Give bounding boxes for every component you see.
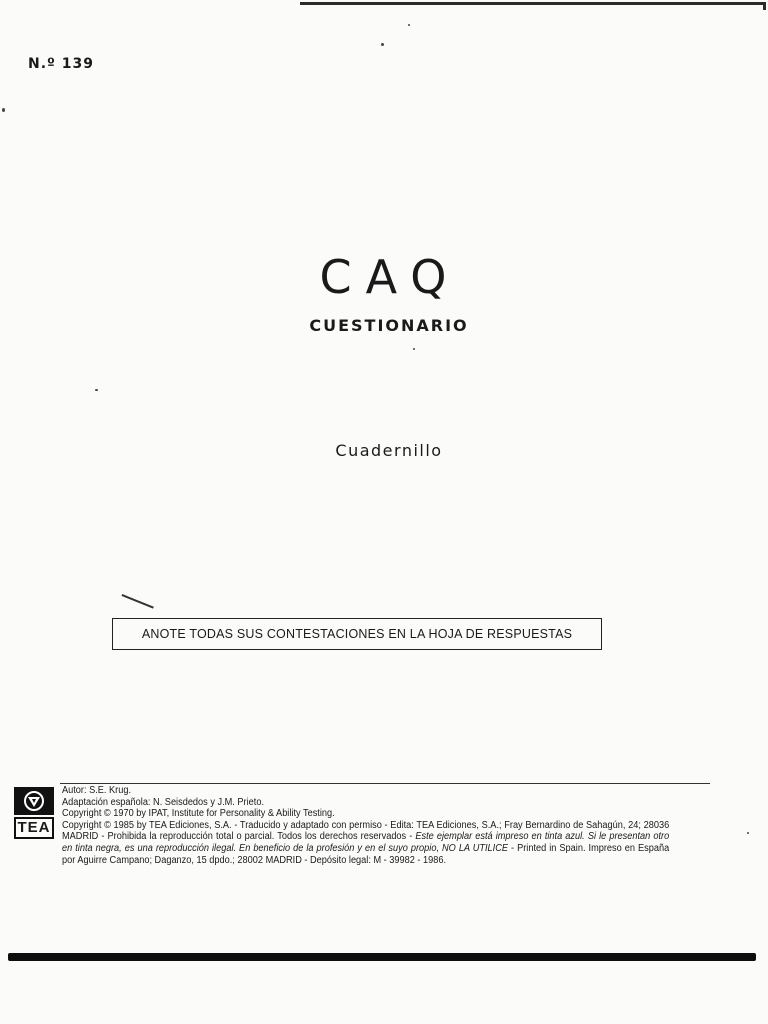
logo-text: TEA — [14, 817, 54, 839]
speck — [747, 832, 749, 834]
document-subtitle: CUESTIONARIO — [309, 316, 469, 335]
tea-logo-icon — [14, 787, 54, 815]
speck — [408, 24, 410, 26]
credits-block — [62, 785, 669, 866]
pen-mark — [122, 594, 154, 608]
speck — [95, 389, 98, 391]
bottom-border-bar — [8, 953, 756, 961]
speck — [381, 43, 384, 46]
publisher-logo — [14, 787, 54, 839]
credit-author: Autor: S.E. Krug. — [62, 785, 132, 796]
top-border-line — [300, 2, 766, 5]
copyright-text-part1: Copyright © 1985 by TEA Ediciones, S.A. - Traducido y adaptado con permiso - Edita: TEA Ediciones, S.A.; Fray Bernardino de Sahagún, 24; 28036 MADRID - Prohibida la reproducción total o parcial. Todos los derechos reservados - — [62, 819, 670, 843]
copyright-text-part2: - Printed in Spain. Impreso en España por Aguirre Campano; Daganzo, 15 dpdo.; 28002 MADRID - Depósito legal: M - 39982 - 1986. — [62, 842, 670, 866]
booklet-label: Cuadernillo — [335, 441, 443, 460]
footer-rule — [60, 783, 710, 784]
speck — [2, 108, 5, 112]
credit-copyright-tea — [62, 820, 669, 866]
credit-copyright-ipat: Copyright © 1970 by IPAT, Institute for Personality & Ability Testing. — [62, 808, 335, 820]
copyright-warning: Este ejemplar está impreso en tinta azul. Si le presentan otro en tinta negra, es una reproducción ilegal. En beneficio de la profesión y en el suyo propio, NO LA UTILICE — [62, 831, 670, 854]
document-title: CAQ — [319, 250, 461, 304]
speck — [413, 348, 415, 350]
form-number: N.º 139 — [28, 56, 95, 72]
top-border-tick — [763, 2, 766, 10]
instruction-box — [112, 618, 602, 650]
instruction-text: ANOTE TODAS SUS CONTESTACIONES EN LA HOJA DE RESPUESTAS — [141, 627, 573, 641]
credit-adaptation: Adaptación española: N. Seisdedos y J.M. Prieto. — [62, 796, 265, 808]
